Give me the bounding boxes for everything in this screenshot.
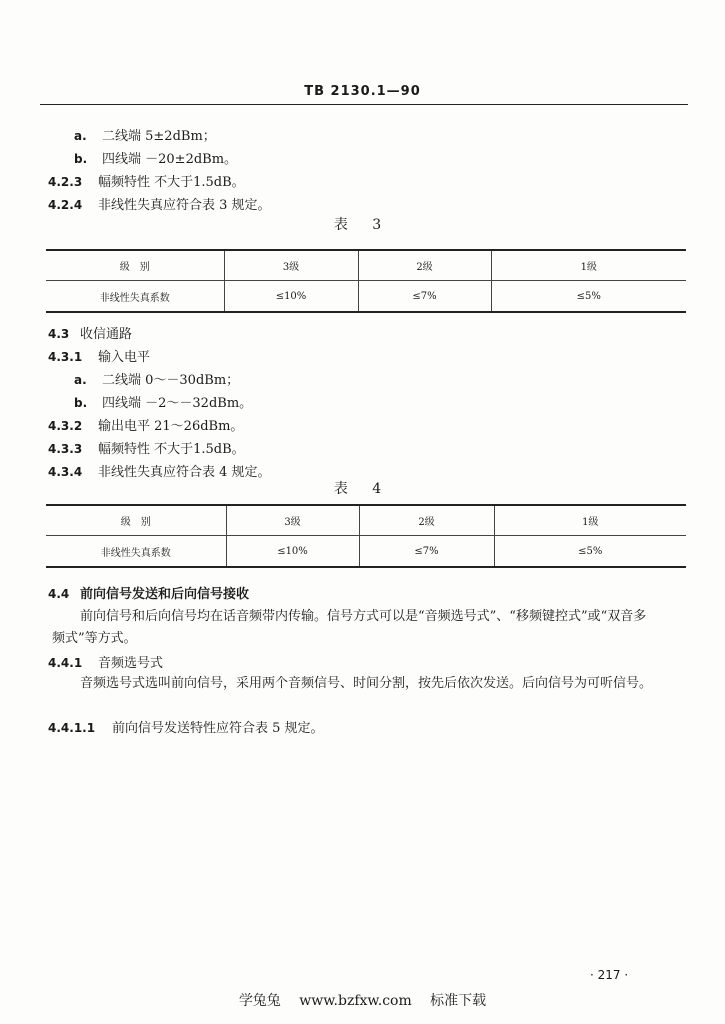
header-cell-level-3: 3级 xyxy=(224,250,358,281)
item-4-2-2-a xyxy=(74,128,216,145)
clause-4-2-4 xyxy=(48,197,271,214)
value-level-1: ≤5% xyxy=(494,536,686,568)
item-label: b. xyxy=(74,152,88,166)
clause-text: 输入电平 xyxy=(98,350,151,365)
item-label: a. xyxy=(74,129,87,143)
clause-text: 幅频特性 不大于1.5dB。 xyxy=(98,442,245,457)
clause-text: 前向信号发送特性应符合表 5 规定。 xyxy=(112,721,324,736)
paragraph-4-4-1: 音频选号式选叫前向信号，采用两个音频信号、时间分割，按先后依次发送。后向信号为可听信号。 xyxy=(80,676,653,691)
item-text: 四线端 －2～－32dBm。 xyxy=(102,396,253,411)
clause-4-4 xyxy=(48,586,249,603)
header-cell-grade: 级 别 xyxy=(46,505,226,536)
clause-number: 4.4.1.1 xyxy=(48,721,96,735)
row-label: 非线性失真系数 xyxy=(46,536,226,568)
value-level-2: ≤7% xyxy=(358,281,491,313)
item-text: 二线端 0～－30dBm； xyxy=(102,373,240,388)
table-row xyxy=(46,536,686,568)
header-cell-level-1: 1级 xyxy=(494,505,686,536)
clause-text: 音频选号式 xyxy=(98,656,164,671)
clause-number: 4.2.3 xyxy=(48,175,83,189)
value-level-2: ≤7% xyxy=(359,536,494,568)
clause-number: 4.4 xyxy=(48,587,70,601)
table-3-caption: 表 3 xyxy=(333,217,392,233)
header-cell-grade: 级 别 xyxy=(46,250,224,281)
clause-text: 幅频特性 不大于1.5dB。 xyxy=(98,175,245,190)
page-number: · 217 · xyxy=(590,968,629,982)
paragraph-4-4: 前向信号和后向信号均在话音频带内传输。信号方式可以是“音频选号式”、“移频键控式”或“双音多频式”等方式。 xyxy=(52,609,647,646)
clause-number: 4.3.4 xyxy=(48,465,83,479)
table-header-row xyxy=(46,505,686,536)
clause-text: 非线性失真应符合表 4 规定。 xyxy=(98,465,271,480)
clause-number: 4.3.2 xyxy=(48,419,83,433)
table-4-caption: 表 4 xyxy=(333,481,392,497)
value-level-3: ≤10% xyxy=(226,536,359,568)
header-cell-level-3: 3级 xyxy=(226,505,359,536)
item-4-2-2-b xyxy=(74,151,237,168)
clause-text: 前向信号发送和后向信号接收 xyxy=(80,587,250,602)
table-header-row xyxy=(46,250,686,281)
clause-number: 4.4.1 xyxy=(48,656,83,670)
item-label: a. xyxy=(74,373,87,387)
clause-number: 4.3 xyxy=(48,327,70,341)
header-cell-level-2: 2级 xyxy=(358,250,491,281)
page-header: TB 2130.1—90 xyxy=(304,84,421,99)
table-row xyxy=(46,281,686,313)
clause-text: 非线性失真应符合表 3 规定。 xyxy=(98,198,271,213)
watermark-text: 学兔兔 www.bzfxw.com 标准下载 xyxy=(238,993,487,1009)
table-4 xyxy=(46,504,686,568)
clause-4-3-1 xyxy=(48,349,150,366)
item-text: 二线端 5±2dBm； xyxy=(102,129,216,144)
value-level-3: ≤10% xyxy=(224,281,358,313)
header-cell-level-1: 1级 xyxy=(491,250,686,281)
clause-4-3 xyxy=(48,326,132,343)
value-level-1: ≤5% xyxy=(491,281,686,313)
clause-text: 输出电平 21～26dBm。 xyxy=(98,419,244,434)
header-cell-level-2: 2级 xyxy=(359,505,494,536)
clause-4-4-1 xyxy=(48,655,163,672)
clause-4-3-2 xyxy=(48,418,243,435)
item-text: 四线端 －20±2dBm。 xyxy=(102,152,238,167)
clause-4-3-3 xyxy=(48,441,245,458)
clause-4-2-3 xyxy=(48,174,245,191)
table-3 xyxy=(46,249,686,313)
item-4-3-1-b xyxy=(74,395,252,412)
clause-number: 4.2.4 xyxy=(48,198,83,212)
row-label: 非线性失真系数 xyxy=(46,281,224,313)
clause-text: 收信通路 xyxy=(80,327,133,342)
clause-number: 4.3.1 xyxy=(48,350,83,364)
item-4-3-1-a xyxy=(74,372,239,389)
clause-4-4-1-1 xyxy=(48,720,324,737)
header-rule xyxy=(40,104,688,105)
item-label: b. xyxy=(74,396,88,410)
clause-number: 4.3.3 xyxy=(48,442,83,456)
